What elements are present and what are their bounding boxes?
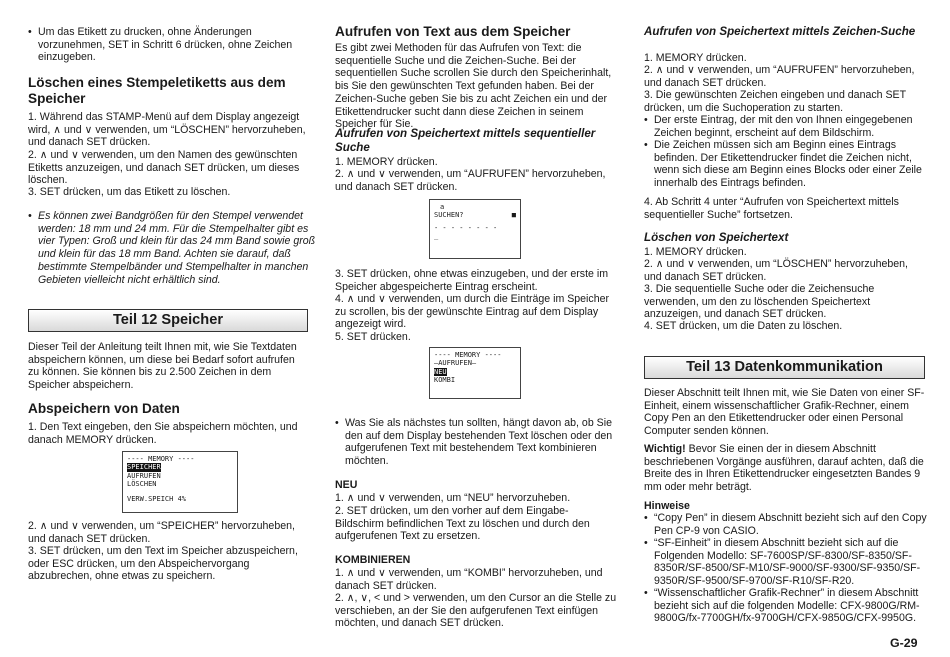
- hint-sf-unit: • “SF-Einheit” in diesem Abschnitt bezieht sich auf die Folgenden Modello: SF-7600SP/SF-8300/SF-8350/SF-8350R/SF-8500/SF-M10/SF-9000/SF-9300/SF-9350/SF-9350R/SF-9500/SF-9700/SF-R10/SF-R20.: [644, 537, 935, 588]
- lcd-line: KOMBI: [434, 376, 456, 385]
- mem-delete-step-1: 1. MEMORY drücken.: [644, 246, 747, 258]
- lcd-line-selected: SPEICHER: [127, 463, 161, 472]
- recall-intro: Es gibt zwei Methoden für das Aufrufen von Text: die sequentielle Suche und die Zeichen-Suche. Bei der sequentiellen Suche scrollen Sie durch den Speicherinhalt, bis Sie den gewünschten Text gefunden haben. Bei der Zeichen-Suche geben Sie bis zu acht Zeichen ein und der Etikettendrucker sucht dann diese Zeichen in seinem Speicher für Sie.: [335, 42, 612, 131]
- bullet-print-unchanged: • Um das Etikett zu drucken, ohne Änderungen vorzunehmen, SET in Schritt 6 drücken, ohne Zeichen einzugeben.: [28, 26, 318, 64]
- lcd-recall-menu: [429, 347, 521, 399]
- kombi-step-1: 1. ∧ und ∨ verwenden, um “KOMBI” hervorzuheben, und danach SET drücken.: [335, 567, 603, 592]
- heading-char-search: Aufrufen von Speichertext mittels Zeichen-Suche: [644, 25, 916, 38]
- lcd-line: ---- MEMORY ----: [127, 455, 195, 463]
- lcd-line-selected: NEU: [434, 367, 447, 376]
- heading-neu: NEU: [335, 479, 358, 491]
- char-bullet-2: • Die Zeichen müssen sich am Beginn eines Eintrags befinden. Der Etikettendrucker findet die Zeichen nicht, wenn sich diese am Beginn eines Blocks oder einer Zeile innerhalb des Eintrags befinden.: [644, 139, 935, 190]
- datacomm-intro: Dieser Abschnitt teilt Ihnen mit, wie Sie Daten von einer SF-Einheit, einem wissenschaftlicher Grafik-Rechner, einem Copy Pen an den Etikettendrucker oder einen Personal Computer senden können.: [644, 387, 925, 438]
- mem-delete-step-3: 3. Die sequentielle Suche oder die Zeichensuche verwenden, um den zu löschenden Speichertext anzuzeigen, und danach SET drücken.: [644, 283, 875, 321]
- memory-intro: Dieser Teil der Anleitung teilt Ihnen mit, wie Sie Textdaten abspeichern können, um diese bei Bedarf sofort aufrufen zu können. Sie können bis zu 2.500 Zeichen in dem Speicher abspeichern.: [28, 341, 297, 392]
- section-band-teil-13: Teil 13 Datenkommunikation: [644, 356, 925, 379]
- seq-step-1: 1. MEMORY drücken.: [335, 156, 438, 168]
- important-note: [644, 443, 925, 494]
- char-bullet-1: • Der erste Eintrag, der mit den von Ihnen eingegebenen Zeichen beginnt, erscheint auf dem Bildschirm.: [644, 114, 935, 139]
- char-step-4: 4. Ab Schritt 4 unter “Aufrufen von Speichertext mittels sequentieller Suche” fortsetzen.: [644, 196, 899, 221]
- mem-delete-step-2: 2. ∧ und ∨ verwenden, um “LÖSCHEN” hervorzuheben, und danach SET drücken.: [644, 258, 908, 283]
- save-step-1: 1. Den Text eingeben, den Sie abspeichern möchten, und danach MEMORY drücken.: [28, 421, 298, 446]
- heading-kombinieren: KOMBINIEREN: [335, 554, 411, 566]
- delete-step-1: 1. Während das STAMP-Menü auf dem Display angezeigt wird, ∧ und ∨ verwenden, um “LÖSCHEN” hervorzuheben, und danach SET drücken.: [28, 111, 306, 149]
- lcd-line-usage: VERW.SPEICH 4%: [127, 494, 187, 503]
- lcd-line: _: [434, 232, 439, 241]
- char-step-3: 3. Die gewünschten Zeichen eingeben und danach SET drücken, um die Suchoperation zu starten.: [644, 89, 906, 114]
- save-step-3: 3. SET drücken, um den Text im Speicher abzuspeichern, oder ESC drücken, um den Abspeichervorgang abzubrechen, ohne etwas zu speichern.: [28, 545, 298, 583]
- important-text: Bevor Sie einen der in diesem Abschnitt beschriebenen Vorgänge ausführen, darauf achten, daß die Breite des in Ihren Etikettendrucker eingesetzten Bandes 9 mm oder mehr beträgt.: [644, 443, 924, 494]
- important-label: Wichtig!: [644, 443, 686, 455]
- delete-step-2: 2. ∧ und ∨ verwenden, um den Namen des gewünschten Etiketts anzuzeigen, und danach SET drücken, um dieses löschen.: [28, 149, 300, 187]
- lcd-line: a: [440, 203, 445, 211]
- mem-delete-step-4: 4. SET drücken, um die Daten zu löschen.: [644, 320, 843, 332]
- seq-step-4: 4. ∧ und ∨ verwenden, um durch die Einträge im Speicher zu scrollen, bis der gewünschte Eintrag auf dem Display angezeigt wird.: [335, 293, 610, 331]
- neu-step-2: 2. SET drücken, um den vorher auf dem Eingabe-Bildschirm befindlichen Text zu löschen und durch den aufgerufenen Text zu ersetzen.: [335, 505, 590, 543]
- heading-recall: Aufrufen von Text aus dem Speicher: [335, 24, 571, 39]
- heading-seq-search: Aufrufen von Speichertext mittels sequentieller Suche: [335, 127, 596, 154]
- lcd-line: —AUFRUFEN—: [434, 359, 477, 368]
- heading-save-data: Abspeichern von Daten: [28, 401, 180, 416]
- kombi-step-2: 2. ∧, ∨, < und > verwenden, um den Cursor an die Stelle zu verschieben, an der Sie den aufgerufenen Text einfügen möchten, und danach SET drücken.: [335, 592, 617, 630]
- hint-graphic-calculator: • “Wissenschaftlicher Grafik-Rechner” in diesem Abschnitt bezieht sich auf die folgenden Modelle: CFX-9800G/RM-9800G/fx-7700GH/fx-9700GH/CFX-9850G/CFX-9950G.: [644, 587, 935, 625]
- seq-step-2: 2. ∧ und ∨ verwenden, um “AUFRUFEN” hervorzuheben, und danach SET drücken.: [335, 168, 606, 193]
- page-number: G-29: [890, 636, 918, 650]
- save-step-2: 2. ∧ und ∨ verwenden, um “SPEICHER” hervorzuheben, und danach SET drücken.: [28, 520, 295, 545]
- delete-step-3: 3. SET drücken, um das Etikett zu löschen.: [28, 186, 231, 198]
- lcd-search-prompt: [429, 199, 521, 259]
- lcd-memory-menu: [122, 451, 238, 513]
- hint-copy-pen: • “Copy Pen” in diesem Abschnitt bezieht sich auf den Copy Pen CP-9 von CASIO.: [644, 512, 935, 537]
- heading-delete-stamp: Löschen eines Stempeletiketts aus dem Speicher: [28, 75, 286, 106]
- lcd-line: AUFRUFEN: [127, 471, 161, 480]
- lcd-line: - - - - - - - -: [434, 223, 498, 232]
- lcd-search-label: SUCHEN?: [434, 211, 464, 220]
- lcd-line: LÖSCHEN: [127, 480, 157, 489]
- neu-step-1: 1. ∧ und ∨ verwenden, um “NEU” hervorzuheben.: [335, 492, 571, 504]
- lcd-line: [434, 211, 516, 219]
- section-band-teil-12: Teil 12 Speicher: [28, 309, 308, 332]
- lcd-cursor-mark: ■: [511, 211, 516, 220]
- heading-hinweise: Hinweise: [644, 500, 690, 512]
- note-stamp-sizes: • Es können zwei Bandgrößen für den Stempel verwendet werden: 18 mm und 24 mm. Für die Stempelhalter gibt es vier Typen: Groß und klein für das 24 mm Band sowie groß und klein für das 18 mm Band. Achten sie darauf, daß bestimmte Stempelbänder und Stempelhalter in manchen Gebieten vielleicht nicht erhältlich sind.: [28, 210, 318, 286]
- char-step-2: 2. ∧ und ∨ verwenden, um “AUFRUFEN” hervorzuheben, und danach SET drücken.: [644, 64, 915, 89]
- seq-step-3: 3. SET drücken, ohne etwas einzugeben, und der erste im Speicher abgespeicherte Eintrag erscheint.: [335, 268, 609, 293]
- heading-delete-memory: Löschen von Speichertext: [644, 231, 789, 244]
- seq-step-5: 5. SET drücken.: [335, 331, 411, 343]
- bullet-next-step: • Was Sie als nächstes tun sollten, hängt davon ab, ob Sie den auf dem Display bestehenden Text löschen oder den aufgerufenen Text mit bestehendem Text kombinieren möchten.: [335, 417, 627, 468]
- char-step-1: 1. MEMORY drücken.: [644, 52, 747, 64]
- lcd-line: ---- MEMORY ----: [434, 351, 502, 359]
